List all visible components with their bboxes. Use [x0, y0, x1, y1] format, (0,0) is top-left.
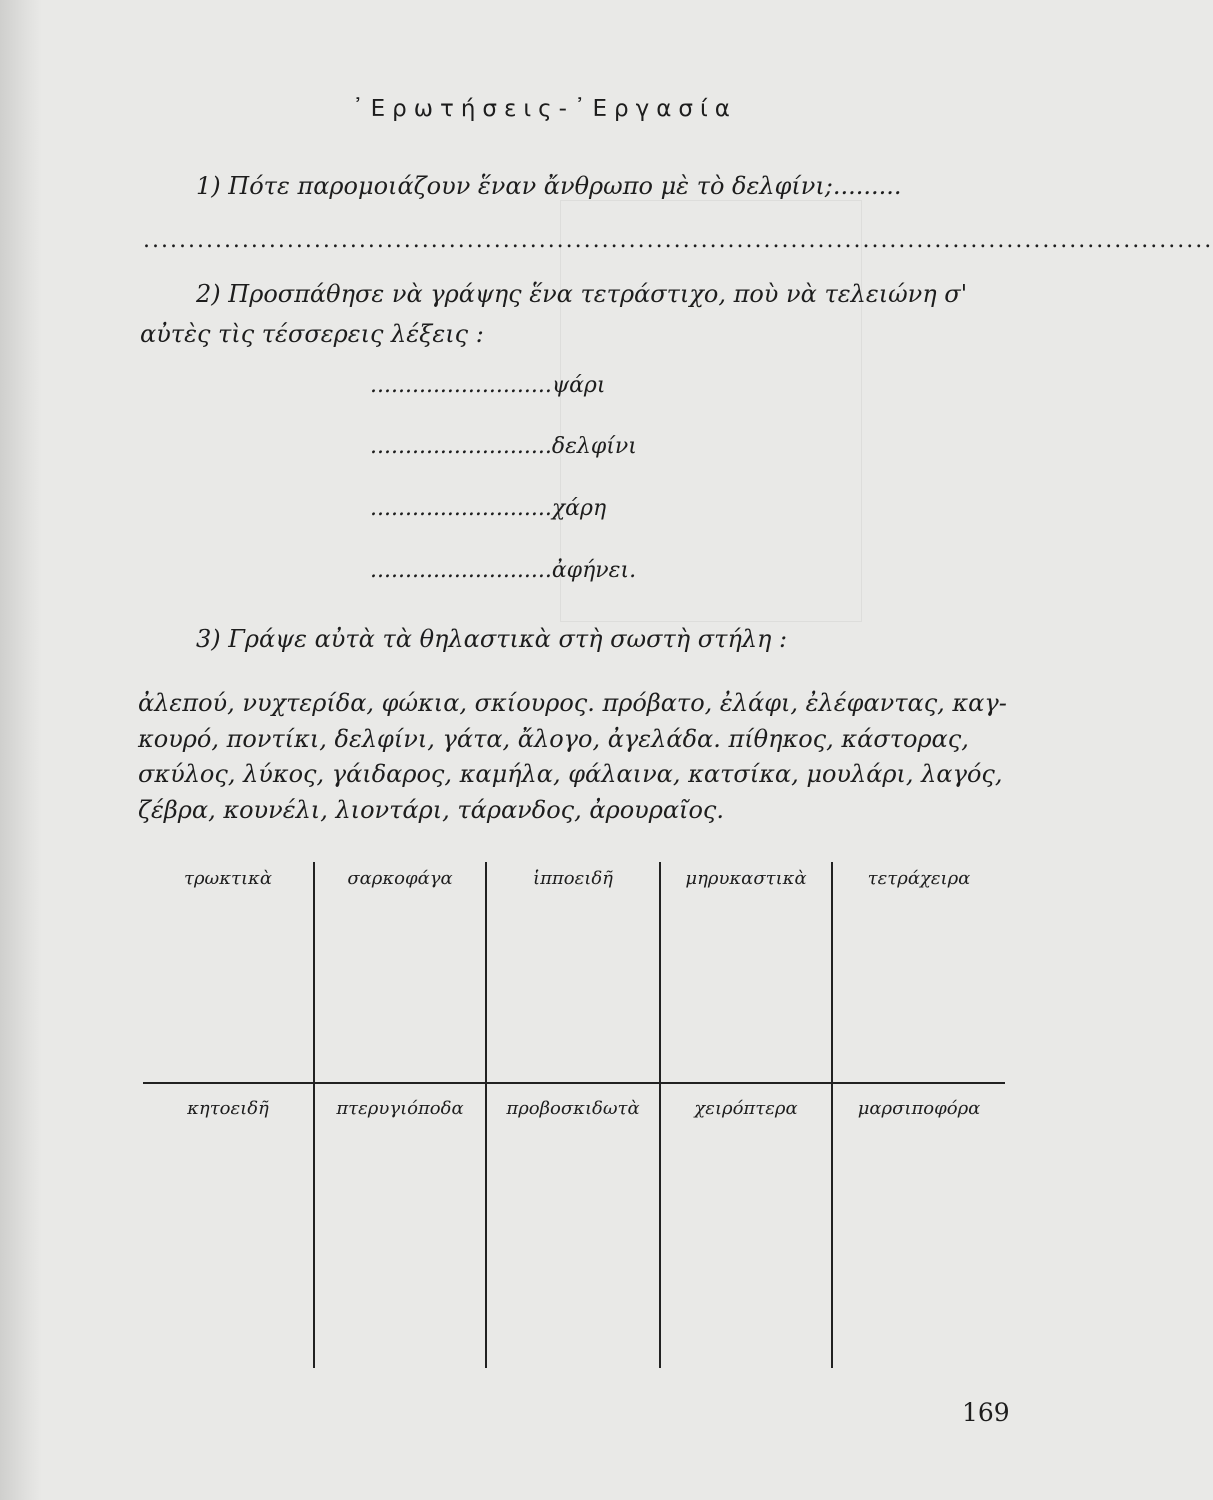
question-3 [196, 625, 787, 653]
blank-line-3: ..........................χάρη [370, 496, 607, 521]
blank-line-1: ..........................ψάρι [370, 373, 606, 398]
header-proboscideans: προβοσκιδωτὰ [506, 1098, 640, 1119]
header-ruminants: μηρυκαστικὰ [685, 868, 807, 889]
animal-list-line-4: ζέβρα, κουνέλι, λιοντάρι, τάρανδος, ἀρουραῖος. [138, 795, 724, 824]
page-binding-edge [0, 0, 42, 1500]
animal-list-line-1: ἀλεπού, νυχτερίδα, φώκια, σκίουρος. πρόβατο, ἐλάφι, ἐλέφαντας, καγ- [138, 689, 1007, 717]
classification-table [143, 862, 1005, 1368]
header-cetaceans: κητοειδῆ [187, 1098, 269, 1119]
page-title: ᾿Ερωτήσεις-᾿Εργασία [352, 96, 737, 122]
animal-list-line-2: κουρό, ποντίκι, δελφίνι, γάτα, ἄλογο, ἀγελάδα. πίθηκος, κάστορας, [138, 724, 969, 753]
question-3-text: Γράψε αὐτὰ τὰ θηλαστικὰ στὴ σωστὴ στήλη : [228, 625, 788, 653]
question-1-number: 1) [196, 172, 221, 200]
header-rodents: τρωκτικὰ [184, 868, 272, 889]
header-carnivores: σαρκοφάγα [347, 868, 453, 889]
question-1 [196, 172, 902, 200]
animal-list-line-3: σκύλος, λύκος, γάιδαρος, καμήλα, φάλαινα, κατσίκα, μουλάρι, λαγός, [138, 760, 1003, 788]
header-equids: ἱπποειδῆ [533, 868, 613, 889]
animal-list [138, 686, 1006, 828]
page-number: 169 [962, 1398, 1010, 1427]
table-divider [143, 1082, 1005, 1084]
question-3-number: 3) [196, 625, 221, 653]
header-marsupials: μαρσιποφόρα [857, 1098, 981, 1119]
blank-line-2: ..........................δελφίνι [370, 434, 637, 459]
header-pinnipeds: πτερυγιόποδα [336, 1098, 464, 1119]
question-2 [196, 280, 967, 308]
question-2-number: 2) [196, 280, 221, 308]
question-1-text: Πότε παρομοιάζουν ἕναν ἄνθρωπο μὲ τὸ δελφίνι;......... [228, 172, 902, 200]
blank-line-4: ..........................ἀφήνει. [370, 558, 637, 583]
header-bats: χειρόπτερα [694, 1098, 798, 1119]
answer-dotted-line: ....................................................................................................................... [143, 228, 1213, 253]
question-2-line-1: Προσπάθησε νὰ γράψης ἕνα τετράστιχο, ποὺ νὰ τελειώνη σ' [228, 280, 968, 308]
header-primates: τετράχειρα [867, 868, 971, 889]
question-2-line-2: αὐτὲς τὶς τέσσερεις λέξεις : [140, 320, 484, 348]
